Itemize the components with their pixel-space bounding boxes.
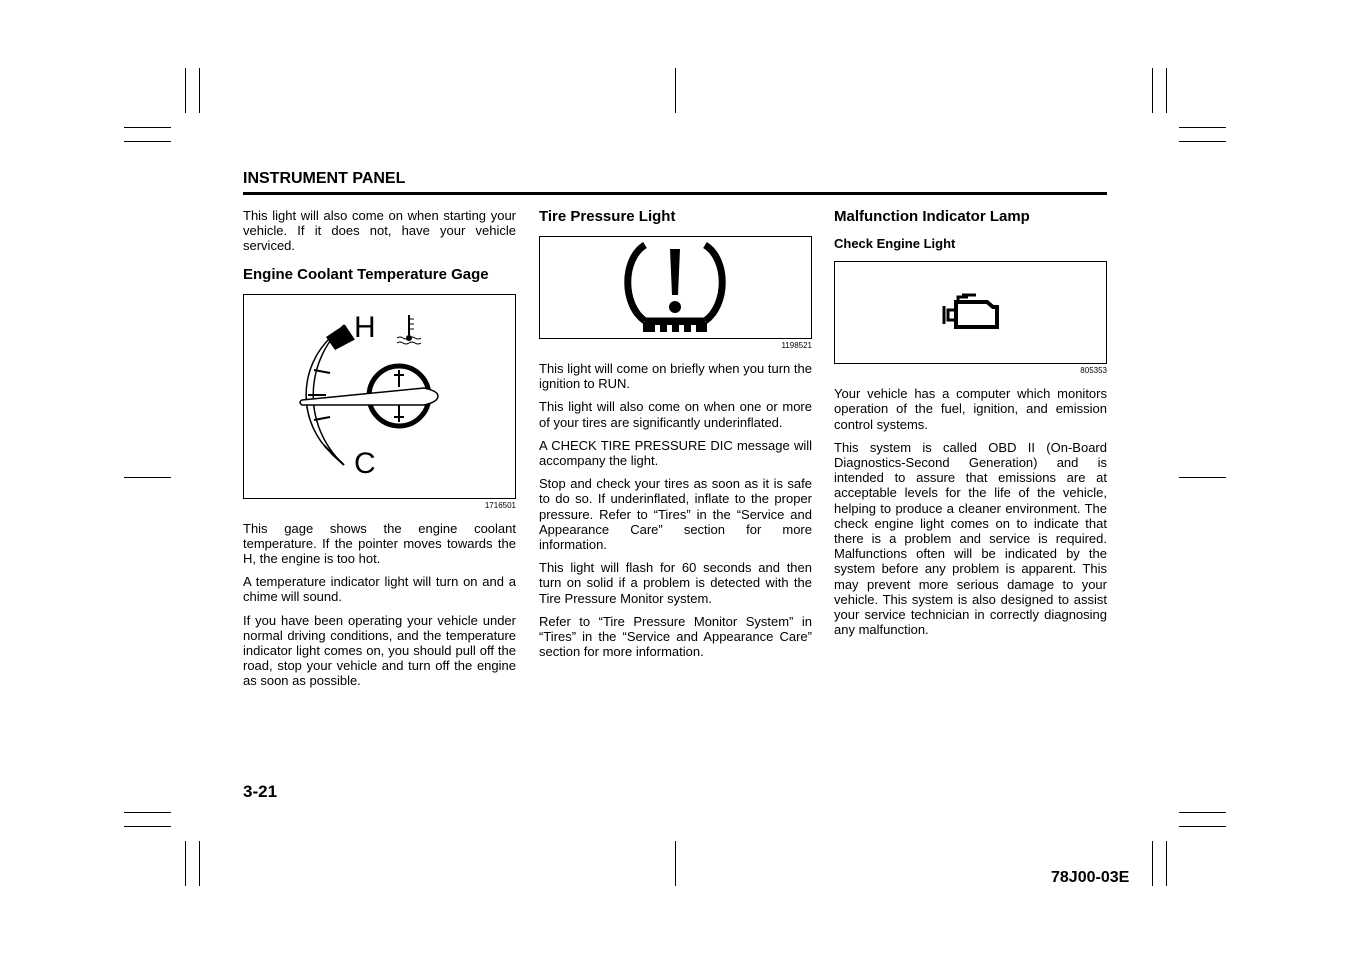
header-rule xyxy=(243,192,1107,195)
crop-mark xyxy=(199,841,200,886)
gauge-c-label: C xyxy=(354,446,376,480)
paragraph: This light will also come on when one or more of your tires are significantly underinflated. xyxy=(539,399,812,430)
section-title: INSTRUMENT PANEL xyxy=(243,170,406,187)
paragraph: Your vehicle has a computer which monitors operation of the fuel, ignition, and emission control systems. xyxy=(834,386,1107,432)
figure-id: 1716501 xyxy=(484,500,516,510)
coolant-heading: Engine Coolant Temperature Gage xyxy=(243,265,489,283)
coolant-gauge-figure xyxy=(243,294,516,499)
crop-mark xyxy=(675,68,676,113)
page-number: 3-21 xyxy=(243,782,278,801)
document-code: 78J00-03E xyxy=(1051,869,1130,886)
crop-mark xyxy=(185,68,186,113)
column-3 xyxy=(834,208,1107,645)
crop-mark xyxy=(1152,68,1153,113)
column-2 xyxy=(539,208,812,667)
paragraph: Stop and check your tires as soon as it is safe to do so. If underinflated, inflate to the proper pressure. Refer to “Tires” in the “Service and Appearance Care” section for more information. xyxy=(539,476,812,553)
intro-paragraph: This light will also come on when starting your vehicle. If it does not, have your vehicle serviced. xyxy=(243,208,516,254)
tire-pressure-heading: Tire Pressure Light xyxy=(539,208,676,225)
crop-mark xyxy=(1179,127,1226,128)
paragraph: If you have been operating your vehicle under normal driving conditions, and the temperature indicator light comes on, you should pull off the road, stop your vehicle and turn off the engine as soon as possible. xyxy=(243,612,516,689)
crop-mark xyxy=(1179,141,1226,142)
paragraph: A CHECK TIRE PRESSURE DIC message will accompany the light. xyxy=(539,437,812,469)
tire-pressure-figure xyxy=(539,236,812,339)
crop-mark xyxy=(124,826,171,827)
crop-mark xyxy=(1166,841,1167,886)
paragraph: This system is called OBD II (On-Board Diagnostics-Second Generation) and is intended to assure that emissions are at acceptable levels for the life of the vehicle, helping to produce a cleaner environment. The check engine light comes on to indicate that there is a problem and service is required. Malfunctions often will be indicated by the system before any problem is apparent. This may prevent more serious damage to your vehicle. This system is also designed to assist your service technician in correctly diagnosing any malfunction. xyxy=(834,439,1107,638)
coolant-gauge-illustration xyxy=(244,295,515,498)
crop-mark xyxy=(185,841,186,886)
column-1 xyxy=(243,208,516,697)
figure-id: 1198521 xyxy=(781,341,812,350)
tire-pressure-icon xyxy=(540,237,811,338)
paragraph: This gage shows the engine coolant temperature. If the pointer moves towards the H, the engine is too hot. xyxy=(243,520,516,567)
paragraph: Refer to “Tire Pressure Monitor System” in “Tires” in the “Service and Appearance Care” section for more information. xyxy=(539,613,812,660)
crop-mark xyxy=(1179,812,1226,813)
check-engine-figure xyxy=(834,261,1107,364)
crop-mark xyxy=(1152,841,1153,886)
crop-mark xyxy=(1179,826,1226,827)
crop-mark xyxy=(124,477,171,478)
crop-mark xyxy=(675,841,676,886)
paragraph: A temperature indicator light will turn on and a chime will sound. xyxy=(243,574,516,605)
check-engine-icon xyxy=(835,262,1106,363)
crop-mark xyxy=(124,127,171,128)
crop-mark xyxy=(1166,68,1167,113)
mil-heading: Malfunction Indicator Lamp xyxy=(834,208,1030,225)
paragraph: This light will come on briefly when you turn the ignition to RUN. xyxy=(539,361,812,392)
check-engine-subheading: Check Engine Light xyxy=(834,236,956,251)
crop-mark xyxy=(124,141,171,142)
paragraph: This light will flash for 60 seconds and then turn on solid if a problem is detected with the Tire Pressure Monitor system. xyxy=(539,560,812,606)
crop-mark xyxy=(199,68,200,113)
figure-id: 805353 xyxy=(1080,366,1107,376)
crop-mark xyxy=(124,812,171,813)
gauge-h-label: H xyxy=(354,310,376,344)
crop-mark xyxy=(1179,477,1226,478)
coolant-temperature-icon xyxy=(397,315,421,344)
